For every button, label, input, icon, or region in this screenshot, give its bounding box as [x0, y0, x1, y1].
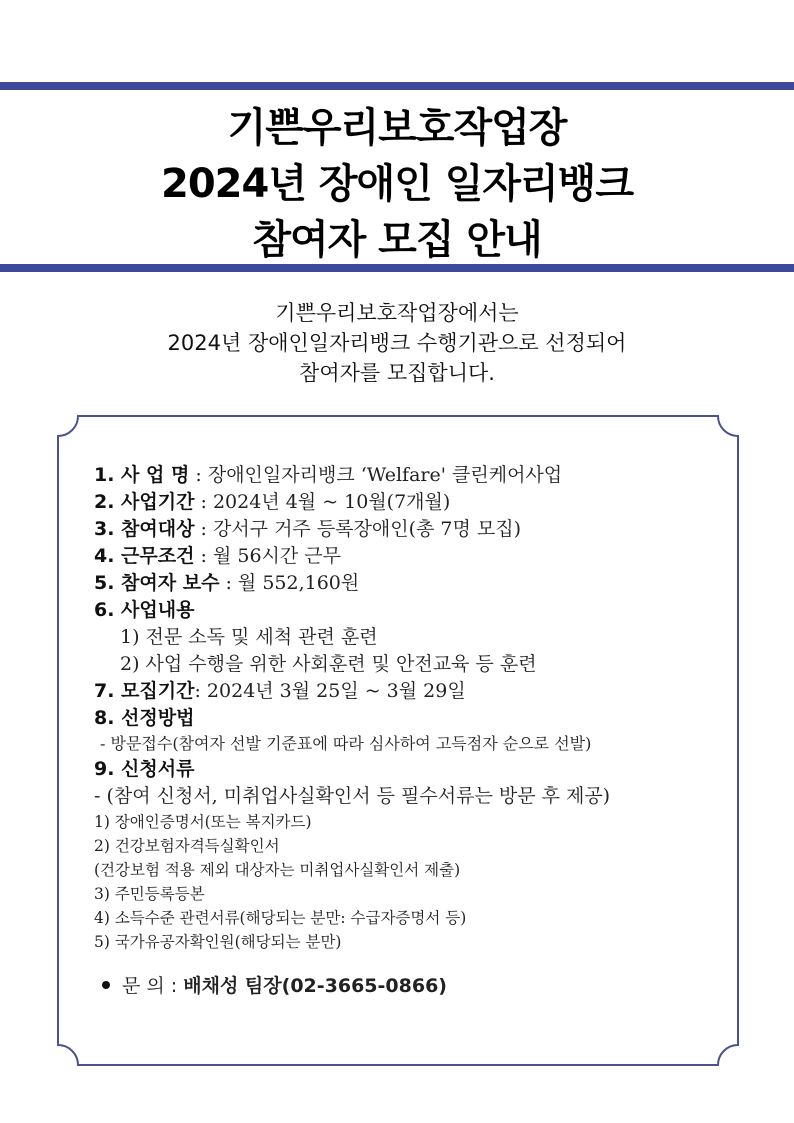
- item-business-period: 2. 사업기간 : 2024년 4월 ~ 10월(7개월): [94, 491, 451, 513]
- item-work-conditions: 4. 근무조건 : 월 56시간 근무: [94, 545, 341, 567]
- business-detail-2: 2) 사업 수행을 위한 사회훈련 및 안전교육 등 훈련: [120, 653, 537, 675]
- title-line-2: 2024년 장애인 일자리뱅크: [161, 161, 633, 207]
- intro-line-1: 기쁜우리보호작업장에서는: [275, 301, 519, 325]
- item-application-documents: 9. 신청서류: [94, 758, 195, 780]
- contact-value: 배채성 팀장(02-3665-0866): [183, 975, 447, 997]
- documents-note: - (참여 신청서, 미취업사실확인서 등 필수서류는 방문 후 제공): [94, 785, 611, 807]
- intro-text: [0, 298, 794, 388]
- intro-line-3: 참여자를 모집합니다.: [299, 361, 495, 385]
- item-recruit-period: 7. 모집기간: 2024년 3월 25일 ~ 3월 29일: [94, 680, 466, 702]
- details-section: [94, 462, 724, 1000]
- bullet-icon: [102, 981, 110, 989]
- document-4: 4) 소득수준 관련서류(해당되는 분만: 수급자증명서 등): [94, 909, 467, 927]
- contact-label: 문 의 :: [122, 975, 178, 997]
- title-line-3: 참여자 모집 안내: [252, 217, 542, 263]
- item-business-content: 6. 사업내용: [94, 599, 195, 621]
- business-detail-1: 1) 전문 소독 및 세척 관련 훈련: [120, 626, 378, 648]
- item-target: 3. 참여대상 : 강서구 거주 등록장애인(총 7명 모집): [94, 518, 521, 540]
- item-compensation: 5. 참여자 보수 : 월 552,160원: [94, 572, 360, 594]
- document-2: 2) 건강보험자격득실확인서: [94, 837, 280, 855]
- document-2-note: (건강보험 적용 제외 대상자는 미취업사실확인서 제출): [94, 861, 461, 879]
- header-top-bar: [0, 82, 794, 90]
- page-title: [0, 100, 794, 268]
- intro-line-2: 2024년 장애인일자리뱅크 수행기관으로 선정되어: [167, 331, 627, 355]
- item-selection-method: 8. 선정방법: [94, 707, 195, 729]
- document-5: 5) 국가유공자확인원(해당되는 분만): [94, 933, 342, 951]
- document-3: 3) 주민등록등본: [94, 885, 205, 903]
- item-business-name: 1. 사 업 명 : 장애인일자리뱅크 ‘Welfare' 클린케어사업: [94, 464, 563, 486]
- selection-note: - 방문접수(참여자 선발 기준표에 따라 심사하여 고득점자 순으로 선발): [100, 734, 592, 753]
- contact-info: [94, 972, 724, 1000]
- title-line-1: 기쁜우리보호작업장: [227, 105, 567, 151]
- document-1: 1) 장애인증명서(또는 복지카드): [94, 813, 312, 831]
